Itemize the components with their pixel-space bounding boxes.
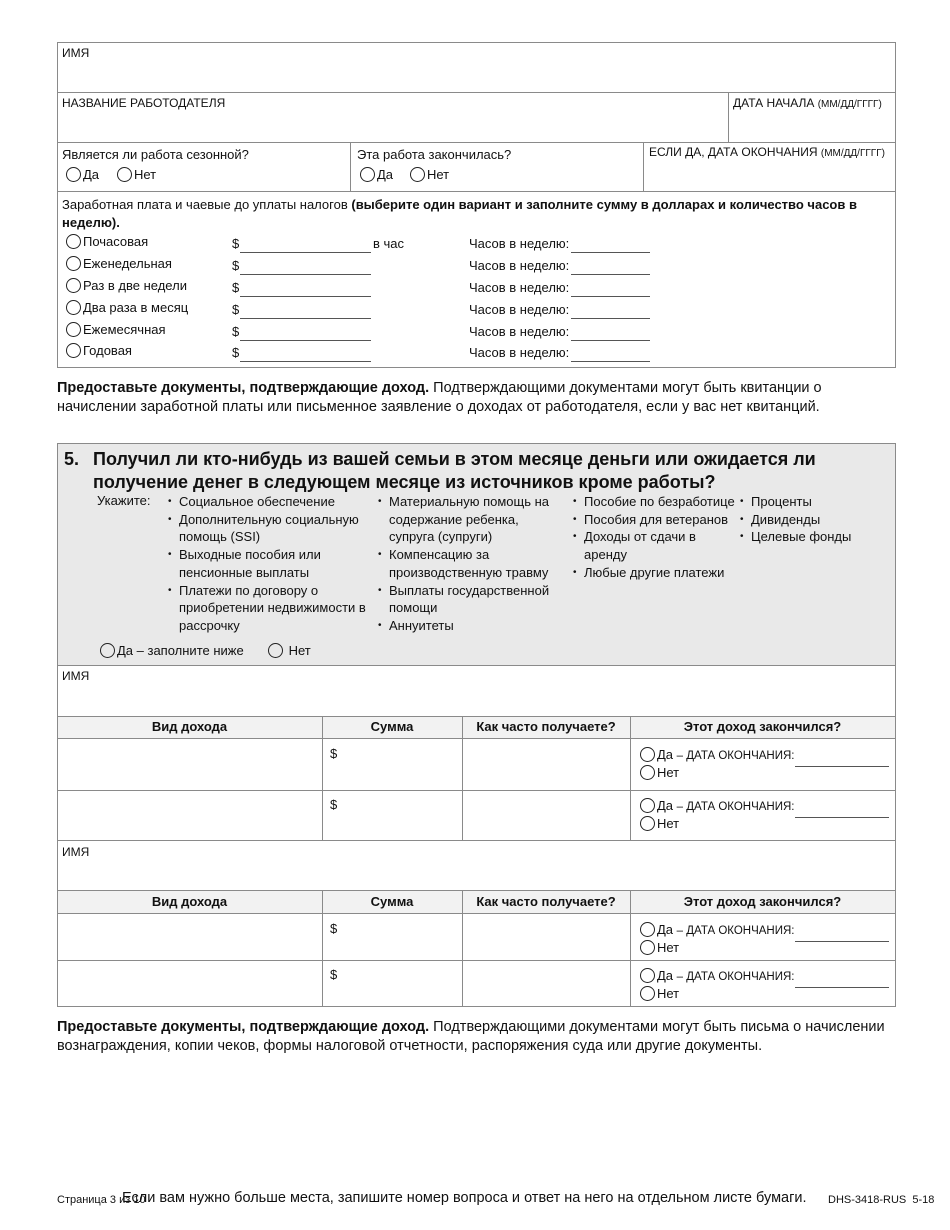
divider xyxy=(728,92,729,142)
question-5-title: Получил ли кто-нибудь из вашей семьи в этом месяце деньги или ожидается ли получение денег в следующем месяце из источников кроме работы? xyxy=(93,449,816,492)
end-date-label: ЕСЛИ ДА, ДАТА ОКОНЧАНИЯ (ММ/ДД/ГГГГ) xyxy=(649,145,885,159)
per-hour-label: в час xyxy=(373,236,405,251)
hours-label: Часов в неделю: xyxy=(469,236,570,251)
income-source-list xyxy=(168,493,368,635)
radio-icon xyxy=(360,167,375,182)
radio-icon xyxy=(66,234,81,249)
hours-label: Часов в неделю: xyxy=(469,324,570,339)
divider xyxy=(322,890,323,1006)
radio-icon xyxy=(268,643,283,658)
divider xyxy=(57,840,896,841)
radio-icon xyxy=(640,798,655,813)
divider xyxy=(57,790,896,791)
radio-icon xyxy=(100,643,115,658)
income-ended-yes-radio[interactable]: Да – ДАТА ОКОНЧАНИЯ: xyxy=(640,798,795,813)
amount-input[interactable] xyxy=(240,252,371,253)
end-date-field[interactable] xyxy=(645,160,894,190)
job-ended-no-radio[interactable]: Нет xyxy=(410,167,449,182)
wages-instructions: Заработная плата и чаевые до уплаты налогов (выберите один вариант и заполните сумму в долларах и количество часов в неделю). xyxy=(62,197,857,230)
hours-input[interactable] xyxy=(571,274,650,275)
column-header: Вид дохода xyxy=(151,719,228,734)
list-item: • Любые другие платежи xyxy=(573,564,738,582)
radio-icon xyxy=(66,343,81,358)
radio-icon xyxy=(66,278,81,293)
list-item: • Дивиденды xyxy=(740,511,880,529)
person-name-label: ИМЯ xyxy=(62,669,90,683)
job-ended-yes-radio[interactable]: Да xyxy=(360,167,393,182)
income-source-list xyxy=(573,493,738,582)
radio-icon xyxy=(66,256,81,271)
start-date-label: ДАТА НАЧАЛА (ММ/ДД/ГГГГ) xyxy=(733,96,882,110)
currency-symbol: $ xyxy=(330,797,338,812)
list-item: • Выходные пособия или пенсионные выплаты xyxy=(168,546,368,581)
end-date-input[interactable] xyxy=(795,766,889,767)
radio-icon xyxy=(640,986,655,1001)
list-item: • Социальное обеспечение xyxy=(168,493,368,511)
frequency-radio-semimonthly[interactable]: Два раза в месяц xyxy=(66,300,188,315)
income-ended-no-radio[interactable]: Нет xyxy=(640,816,679,831)
name-field[interactable] xyxy=(58,60,894,91)
radio-icon xyxy=(66,167,81,182)
amount-input[interactable] xyxy=(240,340,371,341)
seasonal-no-radio[interactable]: Нет xyxy=(117,167,156,182)
divider xyxy=(57,960,896,961)
employer-field-label: НАЗВАНИЕ РАБОТОДАТЕЛЯ xyxy=(62,96,226,110)
hours-label: Часов в неделю: xyxy=(469,302,570,317)
end-date-input[interactable] xyxy=(795,941,889,942)
column-header: Сумма xyxy=(370,894,414,909)
divider xyxy=(643,142,644,191)
column-header: Вид дохода xyxy=(151,894,228,909)
hours-label: Часов в неделю: xyxy=(469,258,570,273)
currency-symbol: $ xyxy=(232,302,240,317)
income-ended-yes-radio[interactable]: Да – ДАТА ОКОНЧАНИЯ: xyxy=(640,922,795,937)
currency-symbol: $ xyxy=(232,280,240,295)
hours-input[interactable] xyxy=(571,340,650,341)
frequency-radio-weekly[interactable]: Еженедельная xyxy=(66,256,172,271)
list-item: • Платежи по договору о приобретении недвижимости в рассрочку xyxy=(168,582,368,635)
list-item: • Дополнительную социальную помощь (SSI) xyxy=(168,511,368,546)
frequency-radio-monthly[interactable]: Ежемесячная xyxy=(66,322,166,337)
divider xyxy=(462,890,463,1006)
employer-field[interactable] xyxy=(58,110,726,141)
column-header: Как часто получаете? xyxy=(476,719,616,734)
hours-input[interactable] xyxy=(571,252,650,253)
income-ended-yes-radio[interactable]: Да – ДАТА ОКОНЧАНИЯ: xyxy=(640,747,795,762)
radio-icon xyxy=(117,167,132,182)
amount-input[interactable] xyxy=(240,274,371,275)
divider xyxy=(57,92,896,93)
divider xyxy=(57,665,896,666)
end-date-input[interactable] xyxy=(795,817,889,818)
currency-symbol: $ xyxy=(232,324,240,339)
currency-symbol: $ xyxy=(330,921,338,936)
list-item: • Целевые фонды xyxy=(740,528,880,546)
hours-input[interactable] xyxy=(571,361,650,362)
radio-icon xyxy=(66,322,81,337)
seasonal-question: Является ли работа сезонной? xyxy=(62,147,249,162)
divider xyxy=(57,191,896,192)
income-ended-no-radio[interactable]: Нет xyxy=(640,986,679,1001)
hours-label: Часов в неделю: xyxy=(469,280,570,295)
divider xyxy=(350,142,351,191)
name-field-label: ИМЯ xyxy=(62,46,90,60)
column-header: Этот доход закончился? xyxy=(683,894,842,909)
end-date-input[interactable] xyxy=(795,987,889,988)
radio-icon xyxy=(640,922,655,937)
radio-icon xyxy=(640,765,655,780)
frequency-radio-hourly[interactable]: Почасовая xyxy=(66,234,148,249)
divider xyxy=(322,716,323,840)
divider xyxy=(462,716,463,840)
frequency-radio-biweekly[interactable]: Раз в две недели xyxy=(66,278,187,293)
income-ended-no-radio[interactable]: Нет xyxy=(640,940,679,955)
q5-yes-radio[interactable]: Да – заполните ниже xyxy=(100,643,244,658)
radio-icon xyxy=(640,747,655,762)
radio-icon xyxy=(410,167,425,182)
currency-symbol: $ xyxy=(330,967,338,982)
radio-icon xyxy=(640,940,655,955)
question-number: 5. xyxy=(64,449,80,469)
divider xyxy=(630,890,631,1006)
amount-input[interactable] xyxy=(240,318,371,319)
list-item: • Компенсацию за производственную травму xyxy=(378,546,563,581)
currency-symbol: $ xyxy=(232,345,240,360)
hours-input[interactable] xyxy=(571,296,650,297)
seasonal-yes-radio[interactable]: Да xyxy=(66,167,99,182)
list-item: • Пособия для ветеранов xyxy=(573,511,738,529)
currency-symbol: $ xyxy=(232,258,240,273)
footer-message: Если вам нужно больше места, запишите номер вопроса и ответ на него на отдельном листе бумаги. xyxy=(122,1190,807,1206)
list-item: • Аннуитеты xyxy=(378,617,563,635)
start-date-field[interactable] xyxy=(730,110,894,141)
person-name-field[interactable] xyxy=(58,683,894,715)
person-name-field[interactable] xyxy=(58,858,894,890)
income-ended-yes-radio[interactable]: Да – ДАТА ОКОНЧАНИЯ: xyxy=(640,968,795,983)
page-number: Страница 3 из 10 xyxy=(57,1194,146,1206)
radio-icon xyxy=(66,300,81,315)
frequency-radio-yearly[interactable]: Годовая xyxy=(66,343,132,358)
list-item: • Доходы от сдачи в аренду xyxy=(573,528,738,563)
radio-icon xyxy=(640,968,655,983)
income-source-list xyxy=(378,493,563,635)
amount-input[interactable] xyxy=(240,361,371,362)
job-ended-question: Эта работа закончилась? xyxy=(357,147,512,162)
currency-symbol: $ xyxy=(330,746,338,761)
person-name-label: ИМЯ xyxy=(62,845,90,859)
income-ended-no-radio[interactable]: Нет xyxy=(640,765,679,780)
income-source-list xyxy=(740,493,880,546)
list-item: • Материальную помощь на содержание ребенка, супруга (супруги) xyxy=(378,493,563,546)
hours-label: Часов в неделю: xyxy=(469,345,570,360)
list-item: • Выплаты государственной помощи xyxy=(378,582,563,617)
currency-symbol: $ xyxy=(232,236,240,251)
radio-icon xyxy=(640,816,655,831)
q5-no-radio[interactable]: Нет xyxy=(268,643,311,658)
form-id: DHS-3418-RUS 5-18 xyxy=(828,1194,935,1206)
column-header: Этот доход закончился? xyxy=(683,719,842,734)
proof-of-income-note: Предоставьте документы, подтверждающие доход. Подтверждающими документами могут быть квитанции о начислении заработной платы или письменное заявление о доходах от работодателя, если у вас нет квитанций. xyxy=(57,380,822,415)
column-header: Как часто получаете? xyxy=(476,894,616,909)
divider xyxy=(57,142,896,143)
hours-input[interactable] xyxy=(571,318,650,319)
divider xyxy=(630,716,631,840)
column-header: Сумма xyxy=(370,719,414,734)
amount-input[interactable] xyxy=(240,296,371,297)
list-item: • Проценты xyxy=(740,493,880,511)
list-item: • Пособие по безработице xyxy=(573,493,738,511)
proof-of-income-note: Предоставьте документы, подтверждающие доход. Подтверждающими документами могут быть письма о начислении вознаграждения, копии чеков, формы налоговой отчетности, распоряжения суда или другие документы. xyxy=(57,1019,885,1054)
specify-label: Укажите: xyxy=(97,493,151,508)
